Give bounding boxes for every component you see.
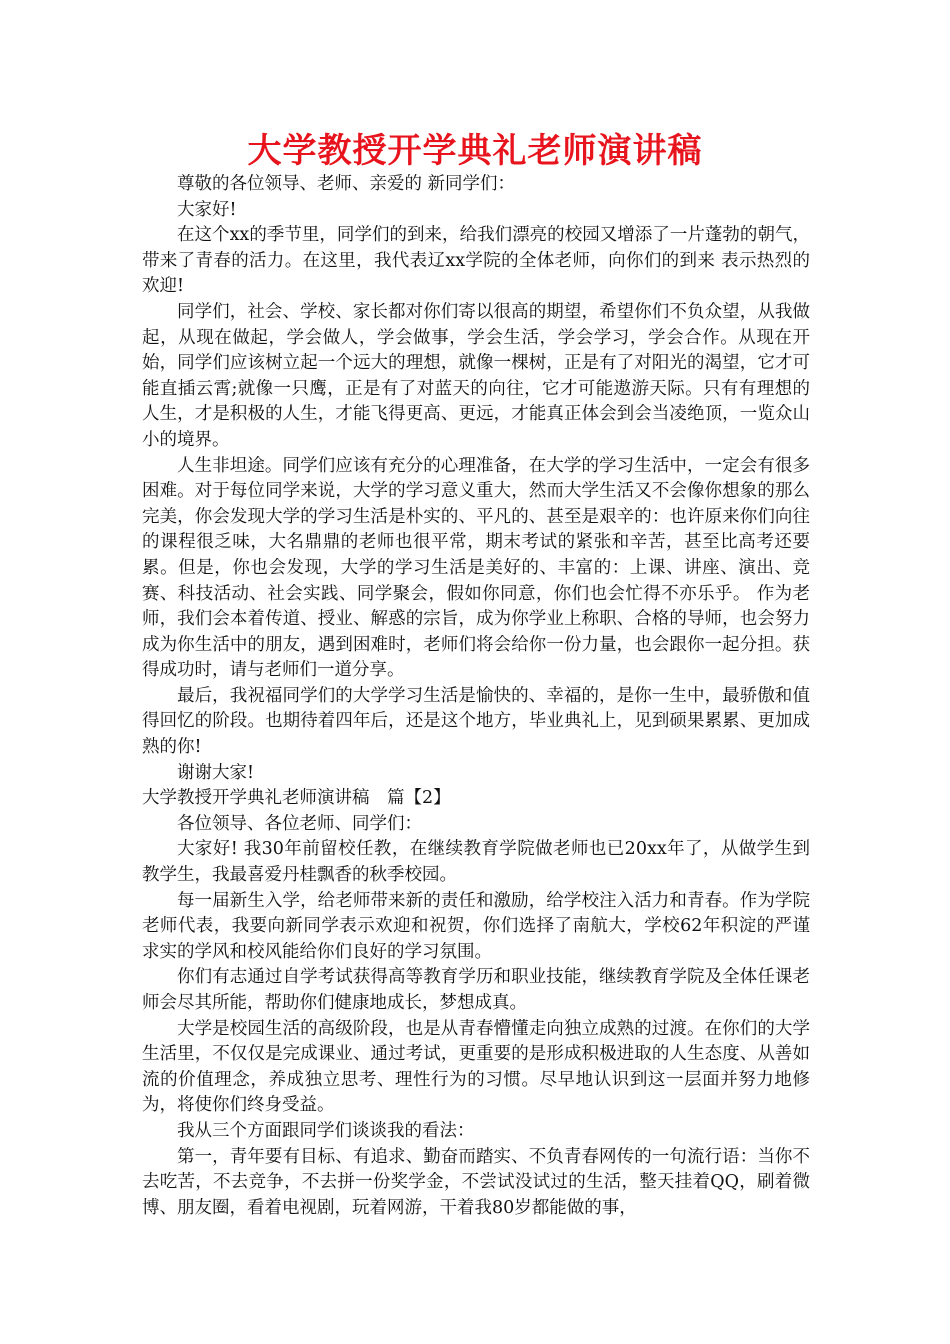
paragraph: 在这个xx的季节里，同学们的到来，给我们漂亮的校园又增添了一片蓬勃的朝气，带来了青春的活力。在这里，我代表辽xx学院的全体老师，向你们的到来 表示热烈的欢迎! (142, 225, 810, 297)
paragraph: 我从三个方面跟同学们谈谈我的看法： (177, 1120, 475, 1141)
section-subtitle: 大学教授开学典礼老师演讲稿 篇【2】 (142, 788, 451, 809)
document-body (142, 172, 810, 1221)
paragraph: 每一届新生入学，给老师带来新的责任和激励，给学校注入活力和青春。作为学院老师代表，我要向新同学表示欢迎和祝贺，你们选择了南航大，学校62年积淀的严谨求实的学风和校风能给你们良好的学习氛围。 (142, 890, 810, 962)
paragraph: 大学是校园生活的高级阶段，也是从青春懵懂走向独立成熟的过渡。在你们的大学生活里，不仅仅是完成课业、通过考试，更重要的是形成积极进取的人生态度、从善如流的价值理念，养成独立思考、理性行为的习惯。尽早地认识到这一层面并努力地修为，将使你们终身受益。 (142, 1018, 810, 1116)
paragraph: 你们有志通过自学考试获得高等教育学历和职业技能，继续教育学院及全体任课老师会尽其所能，帮助你们健康地成长，梦想成真。 (142, 967, 810, 1013)
paragraph: 大家好! (177, 199, 237, 220)
paragraph: 最后，我祝福同学们的大学学习生活是愉快的、幸福的，是你一生中，最骄傲和值得回忆的阶段。也期待着四年后，还是这个地方，毕业典礼上，见到硕果累累、更加成熟的你! (142, 685, 810, 758)
paragraph: 大家好! 我30年前留校任教，在继续教育学院做老师也已20xx年了，从做学生到教学生，我最喜爱丹桂飘香的秋季校园。 (142, 839, 810, 886)
paragraph: 第一，青年要有目标、有追求、勤奋而踏实、不负青春网传的一句流行语：当你不去吃苦，不去竞争，不去拼一份奖学金，不尝试没试过的生活，整天挂着QQ，刷着微博、朋友圈，看着电视剧，玩着网游，干着我80岁都能做的事， (142, 1146, 810, 1218)
paragraph: 尊敬的各位领导、老师、亲爱的 新同学们： (177, 174, 516, 194)
paragraph: 同学们，社会、学校、家长都对你们寄以很高的期望，希望你们不负众望，从我做起，从现在做起，学会做人，学会做事，学会生活，学会学习，学会合作。从现在开始，同学们应该树立起一个远大的理想，就像一棵树，正是有了对阳光的渴望，它才可能直插云霄;就像一只鹰，正是有了对蓝天的向往，它才可能遨游天际。只有有理想的人生，才是积极的人生，才能飞得更高、更远，才能真正体会到会当凌绝顶，一览众山小的境界。 (142, 301, 810, 450)
paragraph: 谢谢大家! (177, 762, 255, 783)
paragraph: 人生非坦途。同学们应该有充分的心理准备，在大学的学习生活中，一定会有很多困难。对于每位同学来说，大学的学习意义重大，然而大学生活又不会像你想象的那么完美，你会发现大学的学习生活是朴实的、平凡的、甚至是艰辛的：也许原来你们向往的课程很乏味，大名鼎鼎的老师也很平常，期末考试的紧张和辛苦，甚至比高考还要累。但是，你也会发现，大学的学习生活是美好的、丰富的：上课、讲座、演出、竞赛、科技活动、社会实践、同学聚会，假如你同意，你们也会忙得不亦乐乎。 作为老师，我们会本着传道、授业、解惑的宗旨，成为你学业上称职、合格的导师，也会努力成为你生活中的朋友，遇到困难时，老师们将会给你一份力量，也会跟你一起分担。获得成功时，请与老师们一道分享。 (142, 455, 810, 681)
document-title: 大学教授开学典礼老师演讲稿 (247, 131, 703, 171)
paragraph: 各位领导、各位老师、同学们： (177, 813, 422, 834)
